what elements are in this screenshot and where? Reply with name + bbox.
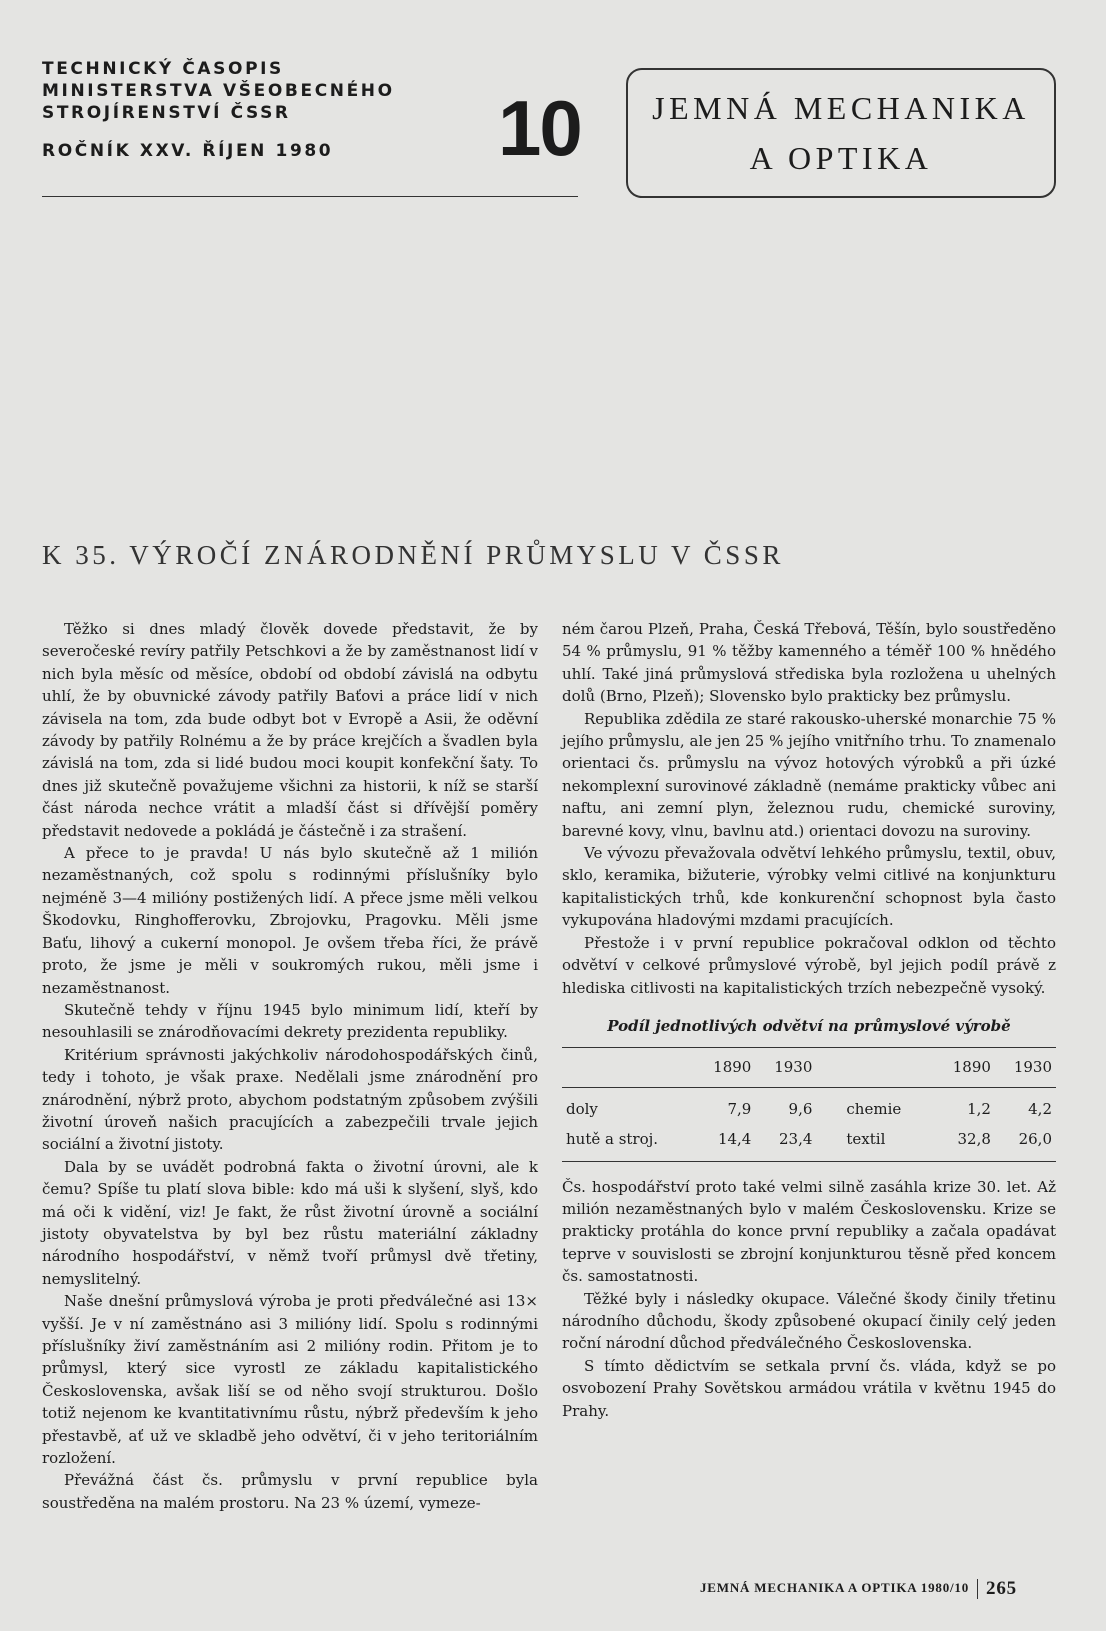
industry-share-table-block xyxy=(562,1015,1056,1162)
footer-journal: JEMNÁ MECHANIKA A OPTIKA 1980/10 xyxy=(700,1579,970,1595)
paragraph: ném čarou Plzeň, Praha, Česká Třebová, Těšín, bylo soustředěno 54 % průmyslu, 91 % těžby kamenného a téměř 100 % hnědého uhlí. Také jiná průmyslová střediska byla rozložena u uhelných dolů (Brno, Plzeň); Slovensko bylo prakticky bez průmyslu. xyxy=(562,620,1056,706)
paragraph: Převážná část čs. průmyslu v první republice byla soustředěna na malém prostoru. Na 23 % území, vymeze- xyxy=(42,1471,538,1512)
paragraph: Kritérium správnosti jakýchkoliv národohospodářských činů, tedy i tohoto, je však praxe. Nedělali jsme znárodnění pro znárodnění, nýbrž proto, abychom podstatným způsobem zvýšili životní úroveň našich pracujících a zabezpečili trvale jejich sociální a životní jistoty. xyxy=(42,1045,538,1154)
page-number: 265 xyxy=(986,1578,1017,1599)
issue-number: 10 xyxy=(498,84,581,172)
left-column xyxy=(42,618,538,1514)
paragraph: Naše dnešní průmyslová výroba je proti předválečné asi 13× vyšší. Je v ní zaměstnáno asi 3 milióny lidí. Spolu s rodinnými příslušníky živí zaměstnáním asi 2 milióny rodin. Přitom je to průmysl, který sice vyrostl ze základu kapitalistického Československa, avšak liší se od něho svojí strukturou. Došlo totiž nejenom ke kvantitativnímu růstu, nýbrž především k jeho přestavbě, ať už ve skladbě jeho odvětví, či v jeho teritoriálním rozložení. xyxy=(42,1292,538,1468)
table-cell: 4,2 xyxy=(1028,1099,1052,1118)
paragraph: Ve vývozu převažovala odvětví lehkého průmyslu, textil, obuv, sklo, keramika, bižuterie, výrobky velmi citlivé na konjunkturu kapitalistických trhů, kde konkurenční schopnost byla často vykupována hladovými mzdami pracujících. xyxy=(562,844,1056,930)
table-cell: 32,8 xyxy=(957,1130,991,1149)
journal-title-line-1: JEMNÁ MECHANIKA xyxy=(652,90,1030,126)
paragraph: Těžko si dnes mladý člověk dovede představit, že by severočeské revíry patřily Petschkovi a že by zaměstnanost lidí v nich byla měsíc od měsíce, období od období závislá na odbytu uhlí, že by obuvnické závody patřily Baťovi a práce lidí v nich závisela na tom, zda bude odbyt bot v Evropě a Asii, že oděvní závody by patřily Rolnému a že by práce krejčích a švadlen byla závislá na tom, zda si lidé budou moci koupit konfekční šaty. To dnes již skutečně považujeme všichni za historii, k níž se starší část národa nechce vrátit a mladší část si dřívější poměry představit nedovede a pokládá je částečně i za strašení. xyxy=(42,620,538,840)
table-header-row xyxy=(562,1048,1056,1087)
paragraph: Skutečně tehdy v říjnu 1945 bylo minimum lidí, kteří by nesouhlasili se znárodňovacími dekrety prezidenta republiky. xyxy=(42,1000,538,1042)
table-header-cell: 1930 xyxy=(774,1058,813,1077)
masthead-line-2: MINISTERSTVA VŠEOBECNÉHO xyxy=(42,81,395,101)
paragraph: A přece to je pravda! U nás bylo skutečně až 1 milión nezaměstnaných, což spolu s rodinnými příslušníky bylo nejméně 3—4 milióny postižených lidí. A přece jsme měli velkou Škodovku, Ringhofferovku, Zbrojovku, Pragovku. Měli jsme Baťu, lihový a cukerní monopol. Je ovšem třeba říci, že právě proto, že jsme je měli v soukromých rukou, měli jsme i nezaměstnanost. xyxy=(42,844,538,997)
paragraph: Přestože i v první republice pokračoval odklon od těchto odvětví v celkové průmyslové výrobě, byl jejich podíl právě z hlediska citlivosti na kapitalistických trzích nebezpečně vysoký. xyxy=(562,933,1056,997)
table-header-cell xyxy=(816,1048,933,1087)
table-cell: textil xyxy=(846,1130,886,1149)
table-cell: doly xyxy=(566,1099,598,1118)
journal-title-box xyxy=(626,68,1056,198)
paragraph: Republika zdědila ze staré rakousko-uherské monarchie 75 % jejího průmyslu, ale jen 25 % jejího vnitřního trhu. To znamenalo orientaci čs. průmyslu na vývoz hotových výrobků a při úzké nekomplexní surovinové základně (nemáme prakticky vůbec ani naftu, ani zemní plyn, železnou rudu, chemické suroviny, barevné kovy, vlnu, bavlnu atd.) orientaci dovozu na suroviny. xyxy=(562,709,1056,840)
right-column xyxy=(562,618,1056,1422)
page-footer xyxy=(700,1578,1017,1600)
journal-title-line-2: A OPTIKA xyxy=(749,140,933,176)
volume-date: ROČNÍK XXV. ŘÍJEN 1980 xyxy=(42,141,334,161)
post-table-text xyxy=(562,1176,1056,1422)
table-cell: hutě a stroj. xyxy=(566,1130,659,1149)
table-cell: chemie xyxy=(846,1099,902,1118)
paragraph: Čs. hospodářství proto také velmi silně zasáhla krize 30. let. Až milión nezaměstnaných bylo v malém Československu. Krize se prakticky protáhla do konce první republiky a začala opadávat teprve v souvislosti se zbrojní konjunkturou těsně před koncem čs. samostatnosti. xyxy=(562,1177,1056,1286)
table-header-cell: 1890 xyxy=(952,1058,991,1077)
table-cell: 23,4 xyxy=(779,1130,813,1149)
masthead-line-3: STROJÍRENSTVÍ ČSSR xyxy=(42,103,291,123)
table-cell: 9,6 xyxy=(788,1099,813,1118)
table-cell: 7,9 xyxy=(727,1099,752,1118)
table-caption: Podíl jednotlivých odvětví na průmyslové výrobě xyxy=(607,1016,1011,1035)
table-cell: 26,0 xyxy=(1018,1130,1052,1149)
table-row xyxy=(562,1124,1056,1161)
table-cell: 14,4 xyxy=(717,1130,752,1149)
table-row xyxy=(562,1087,1056,1124)
table-header-cell: 1930 xyxy=(1013,1058,1052,1077)
table-header-cell xyxy=(562,1048,694,1087)
table-header-cell: 1890 xyxy=(713,1058,752,1077)
paragraph: Těžké byly i následky okupace. Válečné škody činily třetinu národního důchodu, škody způsobené okupací činily celý jeden roční národní důchod předválečného Československa. xyxy=(562,1289,1056,1353)
table-cell: 1,2 xyxy=(967,1099,991,1118)
footer-divider xyxy=(977,1579,978,1599)
masthead-line-1: TECHNICKÝ ČASOPIS xyxy=(42,59,284,79)
header-rule xyxy=(42,196,578,197)
industry-share-table xyxy=(562,1047,1056,1161)
paragraph: Dala by se uvádět podrobná fakta o životní úrovni, ale k čemu? Spíše tu platí slova bible: kdo má uši k slyšení, slyš, kdo má oči k vidění, viz! Je fakt, že růst životní úrovně a sociální jistoty obyvatelstva by byl bez růstu materiální základny národního hospodářství, v němž tvoří průmysl dvě třetiny, nemyslitelný. xyxy=(42,1157,538,1288)
paragraph: S tímto dědictvím se setkala první čs. vláda, když se po osvobození Prahy Sovětskou armádou vrátila v květnu 1945 do Prahy. xyxy=(562,1356,1056,1420)
article-headline: K 35. VÝROČÍ ZNÁRODNĚNÍ PRŮMYSLU V ČSSR xyxy=(42,540,784,570)
